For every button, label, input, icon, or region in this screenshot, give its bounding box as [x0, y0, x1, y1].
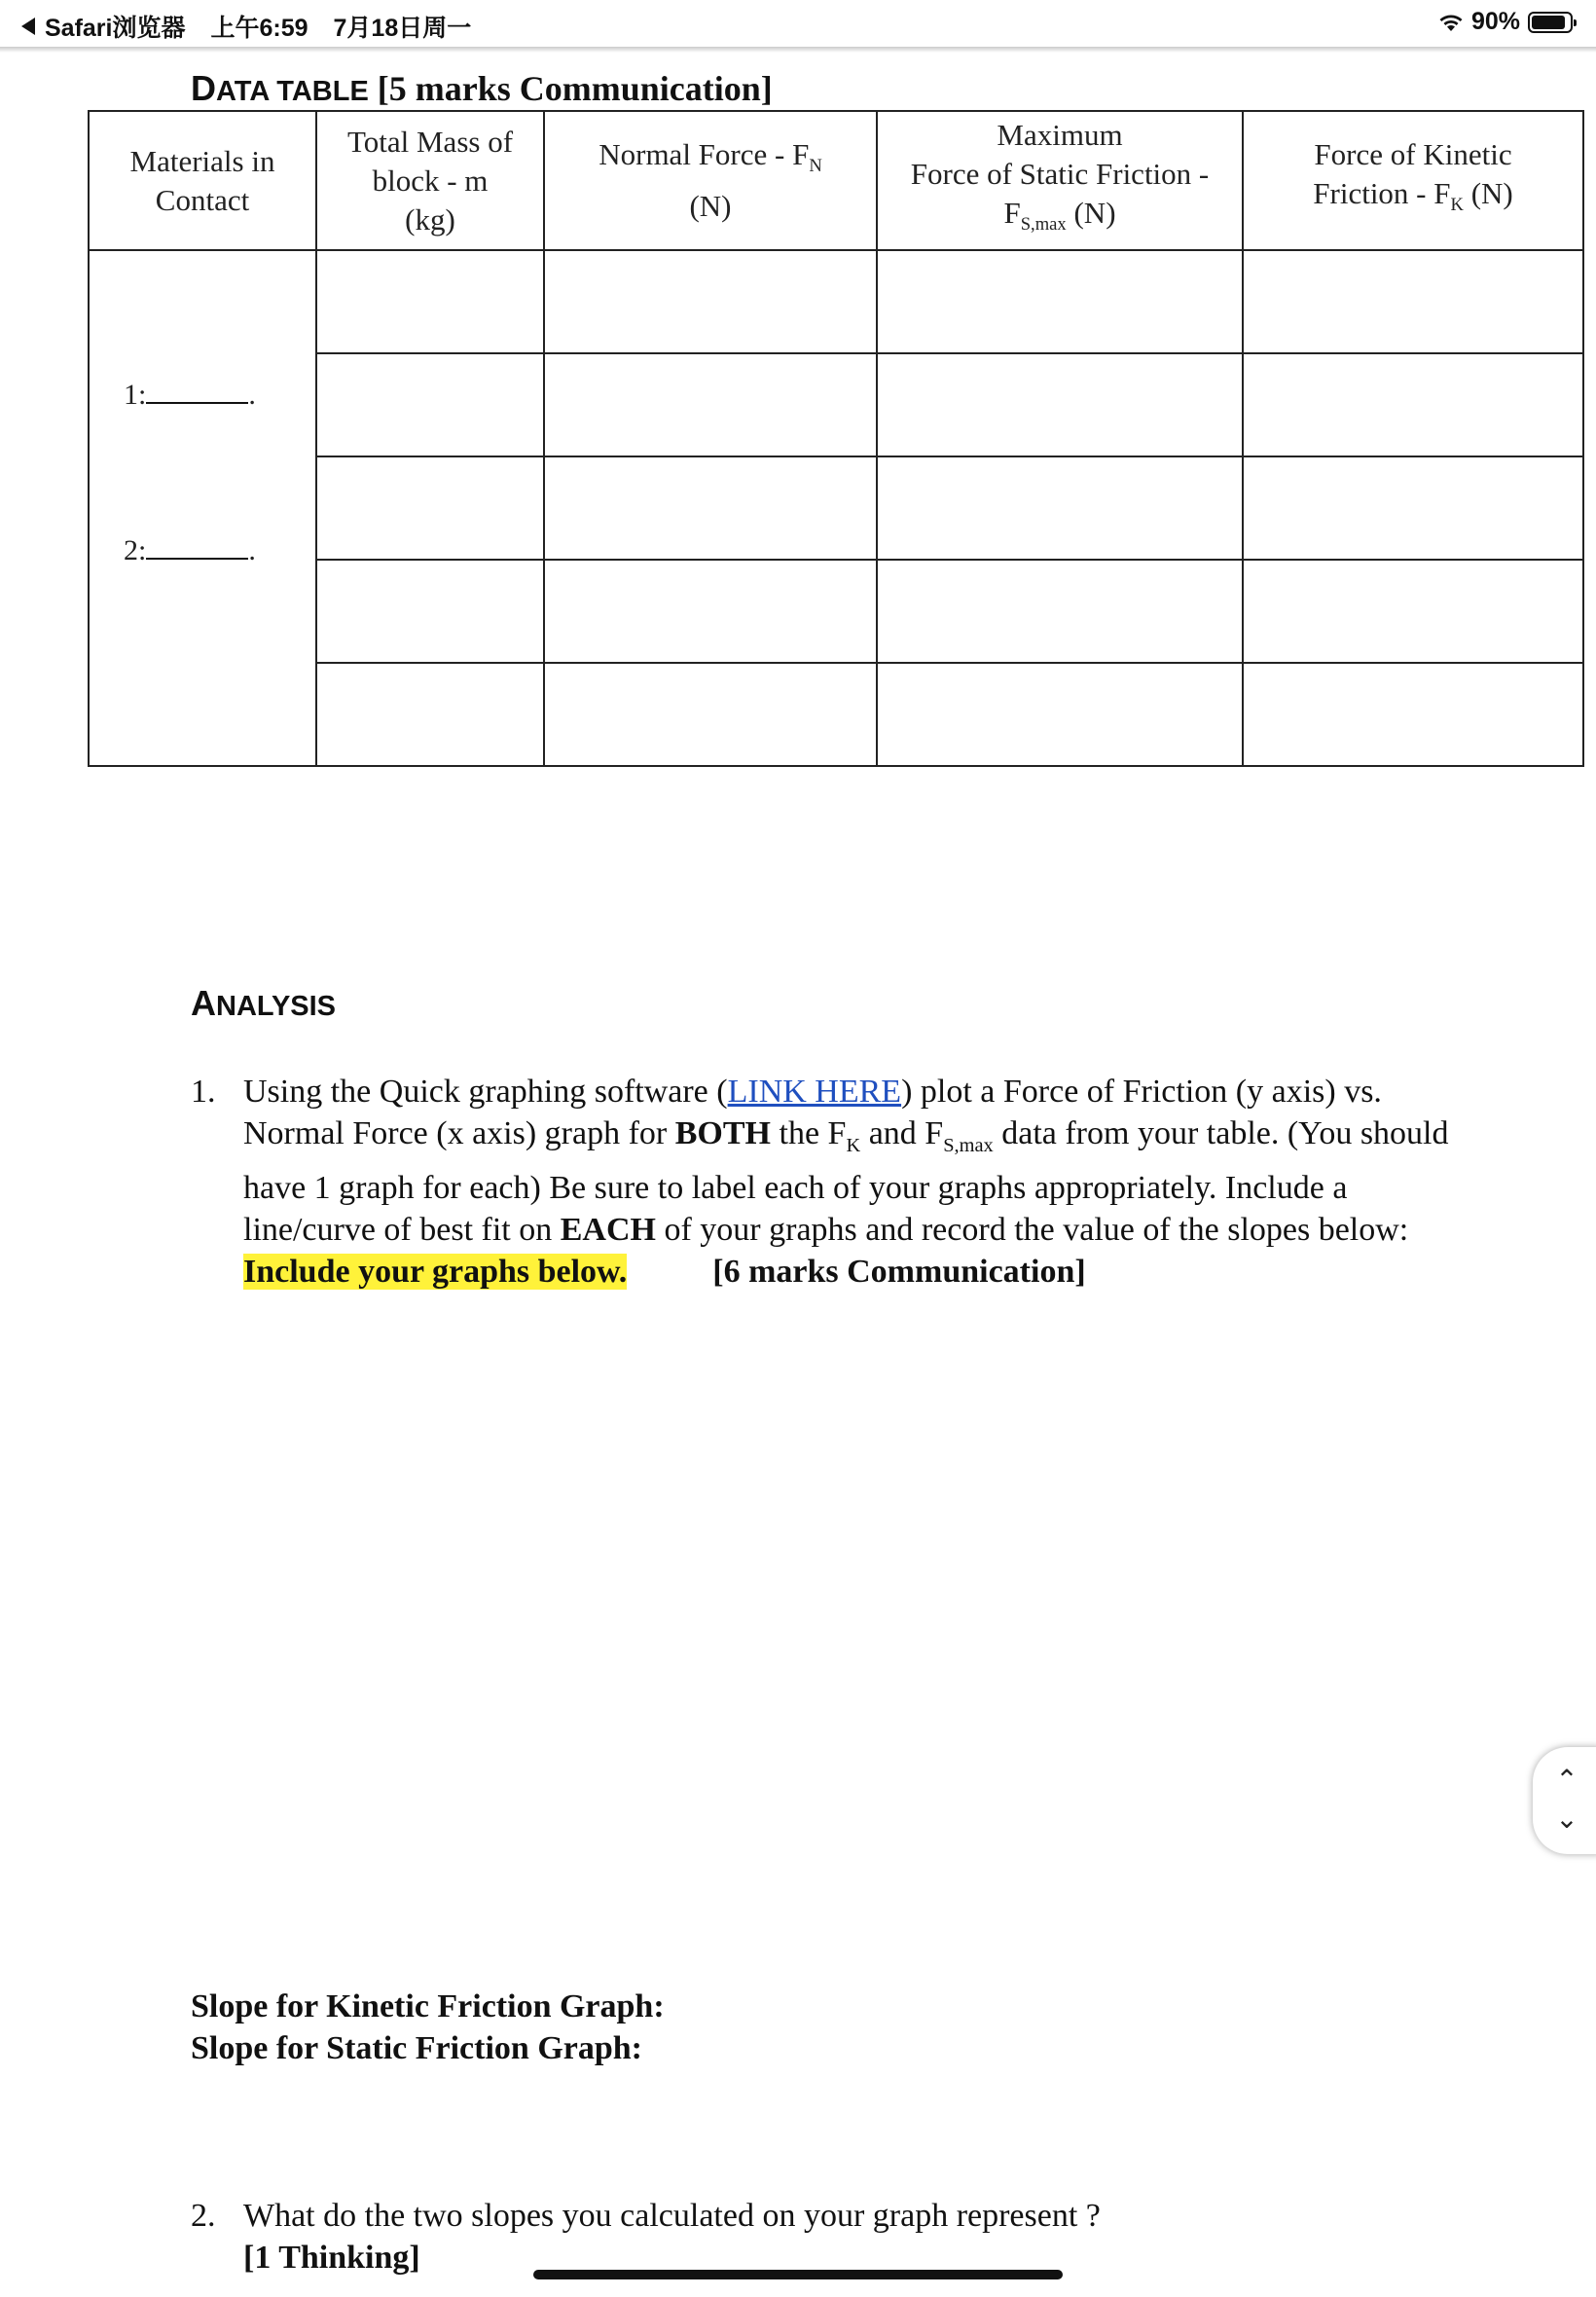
table-cell[interactable] [544, 560, 877, 663]
question-1-number: 1. [191, 1074, 216, 1110]
table-header-row [89, 111, 1583, 250]
header-mass: Total Mass of block - m (kg) [316, 111, 544, 250]
table-cell[interactable] [316, 250, 544, 353]
table-cell[interactable] [544, 250, 877, 353]
slope-static-label: Slope for Static Friction Graph: [191, 2030, 642, 2066]
status-bar-shadow [0, 47, 1596, 53]
table-cell[interactable] [316, 663, 544, 766]
header-kinetic-friction: Force of Kinetic Friction - $F_K$ (N) [1243, 111, 1583, 250]
chevron-down-icon[interactable]: ⌄ [1555, 1803, 1578, 1835]
materials-cell [89, 250, 316, 766]
table-cell[interactable] [316, 353, 544, 456]
table-cell[interactable] [877, 353, 1243, 456]
table-cell[interactable] [544, 663, 877, 766]
table-cell[interactable] [1243, 250, 1583, 353]
back-arrow-icon[interactable] [21, 18, 35, 35]
graphing-software-link[interactable]: LINK HERE [727, 1074, 902, 1110]
back-to-app-link[interactable]: Safari浏览器 [45, 15, 186, 42]
data-table [88, 110, 1584, 767]
wifi-icon [1438, 13, 1464, 32]
table-cell[interactable] [544, 456, 877, 560]
table-cell[interactable] [1243, 663, 1583, 766]
home-indicator[interactable] [533, 2270, 1063, 2279]
table-cell[interactable] [877, 663, 1243, 766]
chevron-up-icon[interactable]: ⌃ [1555, 1764, 1578, 1796]
table-cell[interactable] [877, 456, 1243, 560]
battery-percent: 90% [1470, 8, 1520, 35]
table-cell[interactable] [877, 560, 1243, 663]
table-cell[interactable] [316, 456, 544, 560]
data-table-heading: DATA TABLE [5 marks Communication] [191, 68, 773, 108]
slope-kinetic-label: Slope for Kinetic Friction Graph: [191, 1988, 665, 2024]
table-cell[interactable] [316, 560, 544, 663]
status-time: 上午6:59 [210, 15, 308, 42]
highlighted-instruction: Include your graphs below. [243, 1253, 628, 1290]
question-1-marks: [6 marks Communication] [712, 1253, 1086, 1290]
table-cell[interactable] [1243, 560, 1583, 663]
header-static-friction: Maximum Force of Static Friction - $F_{S,max}$ (N) [877, 111, 1243, 250]
question-2: 2. What do the two slopes you calculated on your graph represent ? [1 Thinking] [191, 2195, 1456, 2279]
battery-level [1532, 16, 1565, 29]
question-2-number: 2. [191, 2198, 216, 2234]
header-materials: Materials in Contact [89, 111, 316, 250]
status-date: 7月18日周一 [333, 15, 472, 42]
table-row [89, 250, 1583, 353]
analysis-heading: ANALYSIS [191, 983, 337, 1023]
slope-answers [191, 1986, 665, 2069]
material-2-field[interactable]: 2: . [124, 534, 256, 566]
table-cell[interactable] [544, 353, 877, 456]
question-1: 1. Using the Quick graphing software (LINK HERE) plot a Force of Friction (y axis) vs. Normal Force (x axis) graph for BOTH the $F_K$ and $F_{S,max}$ data from your table. (You should have 1 graph for each) Be sure to label each of your graphs appropriately. Include a line/curve of best fit on EACH of your graphs and record the value of the slopes below: Include your graphs below. [6 marks Communication] [191, 1071, 1456, 1293]
battery-icon [1528, 12, 1573, 33]
material-1-field[interactable]: 1: . [124, 379, 256, 411]
question-2-marks: [1 Thinking] [243, 2240, 420, 2276]
table-cell[interactable] [877, 250, 1243, 353]
table-cell[interactable] [1243, 456, 1583, 560]
status-bar [0, 0, 1596, 47]
page-scroll-control[interactable] [1533, 1747, 1596, 1854]
header-normal-force: Normal Force - $F_N$ (N) [544, 111, 877, 250]
table-cell[interactable] [1243, 353, 1583, 456]
